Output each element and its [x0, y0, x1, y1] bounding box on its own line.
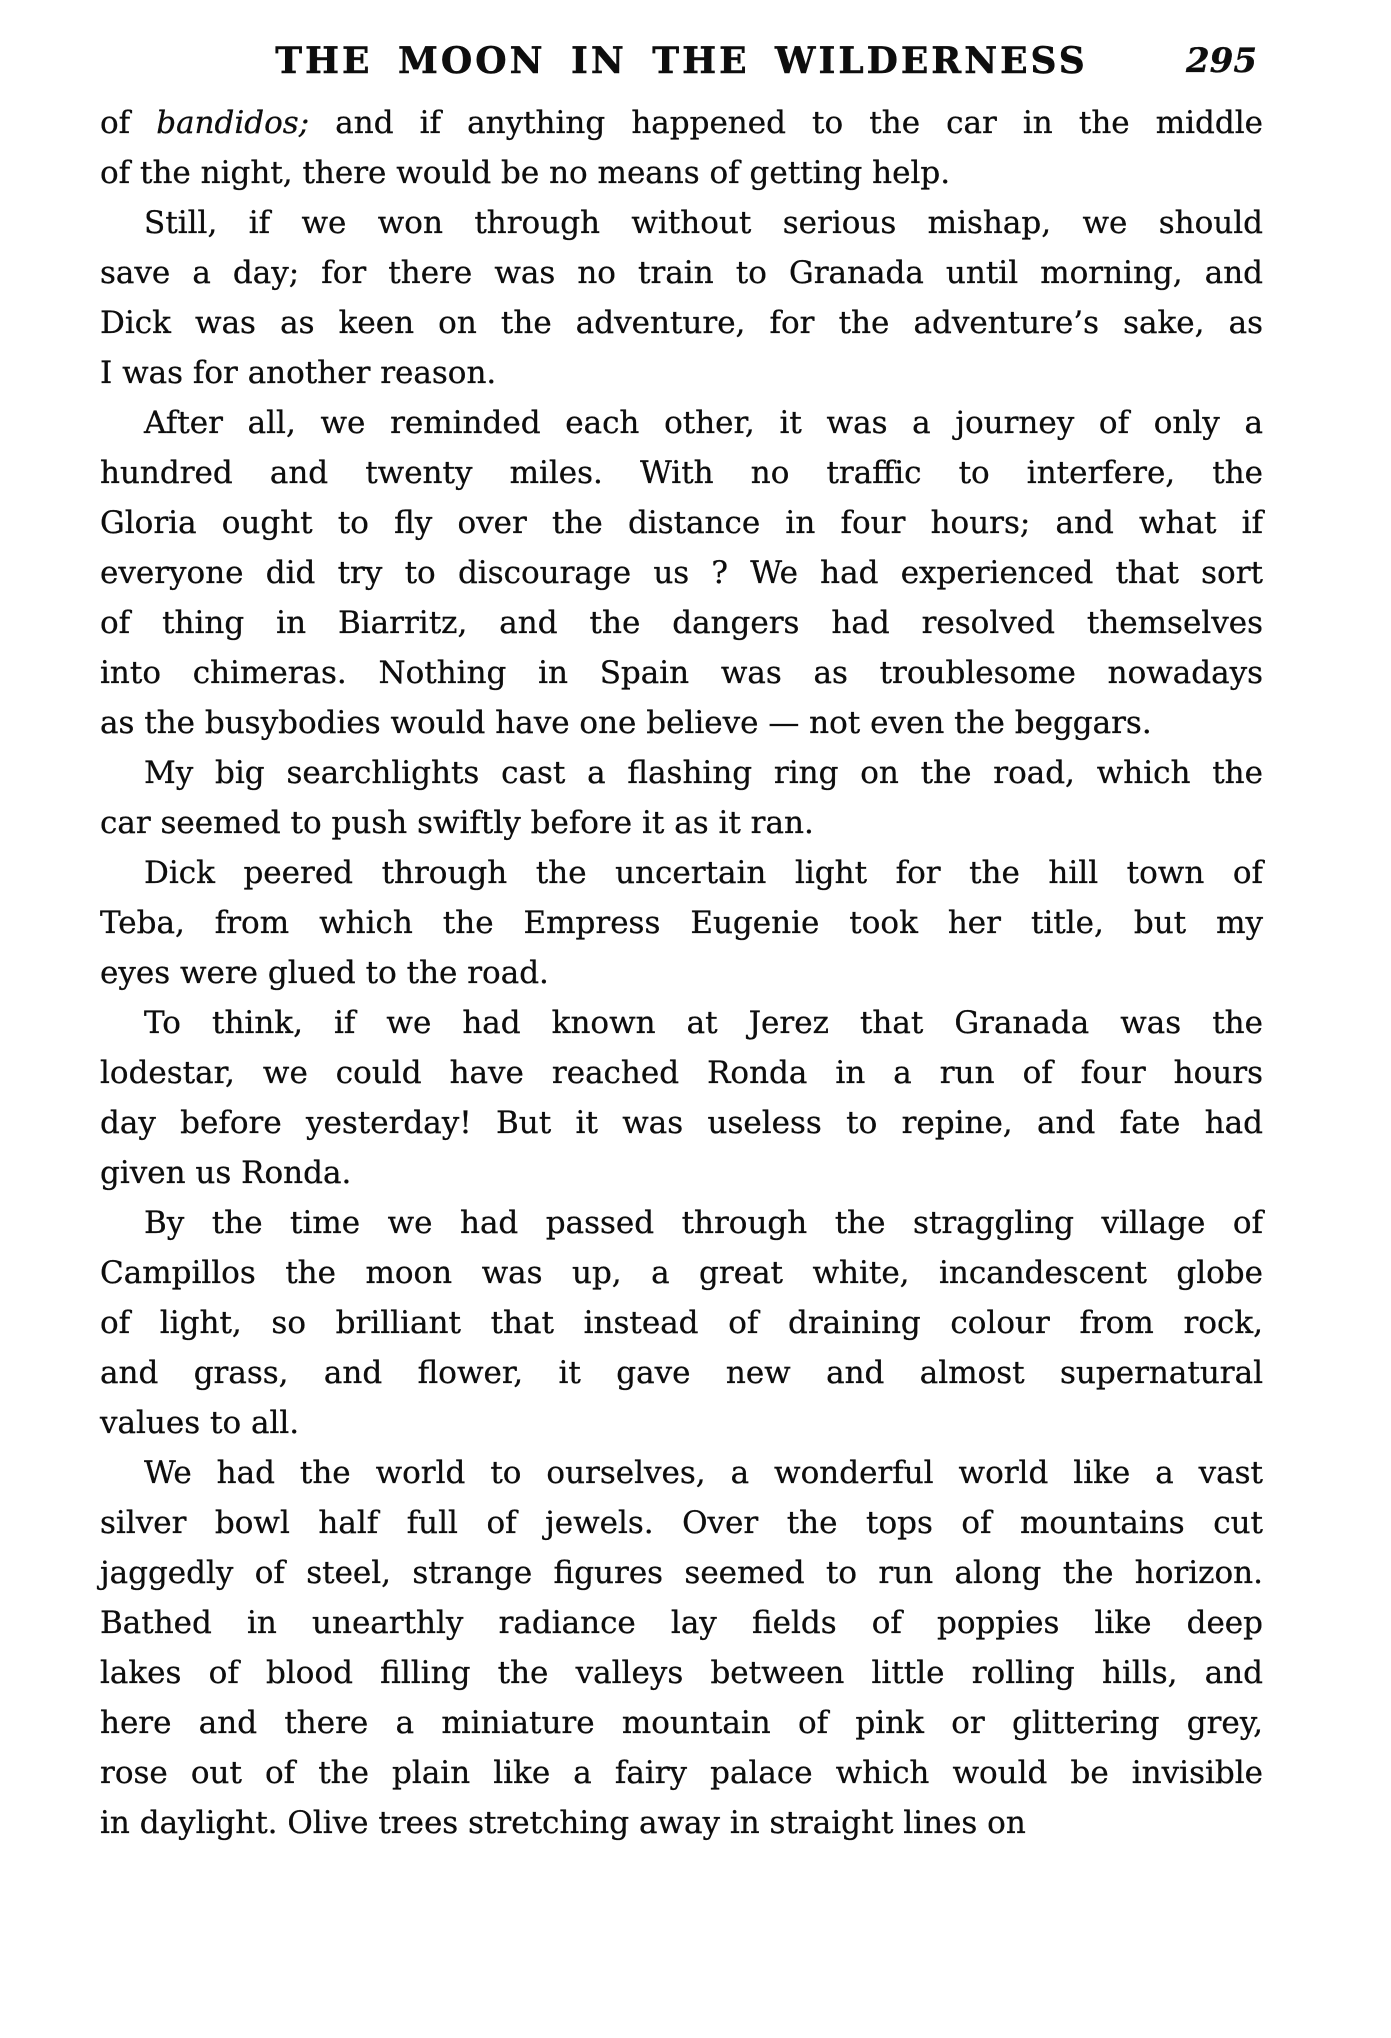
text-line: lodestar, we could have reached Ronda in a run of four hours	[100, 1055, 1263, 1091]
text-line: hundred and twenty miles. With no traffic to interfere, the	[100, 455, 1263, 491]
paragraph	[100, 398, 1263, 748]
paragraph	[100, 1448, 1263, 1848]
text-line: Bathed in unearthly radiance lay fields of poppies like deep	[100, 1605, 1263, 1641]
text-line: as the busybodies would have one believe — not even the beggars.	[100, 705, 1152, 741]
text-line: day before yesterday! But it was useless to repine, and fate had	[100, 1105, 1263, 1141]
text-line: After all, we reminded each other, it was a journey of only a	[144, 405, 1263, 441]
text-line: Gloria ought to fly over the distance in four hours; and what if	[100, 505, 1263, 541]
text-line: I was for another reason.	[100, 355, 497, 391]
paragraph	[100, 998, 1263, 1198]
paragraph	[100, 98, 1263, 198]
text-line: rose out of the plain like a fairy palace which would be invisible	[100, 1755, 1263, 1791]
text-line: given us Ronda.	[100, 1155, 352, 1191]
text-line: in daylight. Olive trees stretching away in straight lines on	[100, 1805, 1026, 1841]
italic-text: bandidos;	[156, 105, 310, 141]
text-line: into chimeras. Nothing in Spain was as troublesome nowadays	[100, 655, 1263, 691]
text-line: and grass, and flower, it gave new and almost supernatural	[100, 1355, 1263, 1391]
text-line: My big searchlights cast a flashing ring on the road, which the	[144, 755, 1263, 791]
text-line: silver bowl half full of jewels. Over the tops of mountains cut	[100, 1505, 1263, 1541]
text-segment: of	[100, 105, 157, 141]
text-line: Teba, from which the Empress Eugenie took her title, but my	[100, 905, 1263, 941]
text-line: of the night, there would be no means of getting help.	[100, 155, 951, 191]
text-line: lakes of blood filling the valleys between little rolling hills, and	[100, 1655, 1263, 1691]
text-line: Dick peered through the uncertain light for the hill town of	[144, 855, 1263, 891]
text-line: everyone did try to discourage us ? We had experienced that sort	[100, 555, 1263, 591]
text-line: By the time we had passed through the straggling village of	[144, 1205, 1263, 1241]
text-line: save a day; for there was no train to Granada until morning, and	[100, 255, 1263, 291]
text-line: values to all.	[100, 1405, 300, 1441]
paragraph	[100, 1198, 1263, 1448]
page-body	[100, 98, 1263, 1848]
text-line: eyes were glued to the road.	[100, 955, 549, 991]
text-line: Dick was as keen on the adventure, for the adventure’s sake, as	[100, 305, 1263, 341]
text-line: of thing in Biarritz, and the dangers had resolved themselves	[100, 605, 1263, 641]
text-line: here and there a miniature mountain of pink or glittering grey,	[100, 1705, 1263, 1741]
text-line: We had the world to ourselves, a wonderful world like a vast	[144, 1455, 1263, 1491]
text-line: of light, so brilliant that instead of draining colour from rock,	[100, 1305, 1263, 1341]
text-line: Still, if we won through without serious mishap, we should	[144, 205, 1263, 241]
paragraph	[100, 198, 1263, 398]
text-line: To think, if we had known at Jerez that Granada was the	[144, 1005, 1263, 1041]
text-line: Campillos the moon was up, a great white, incandescent globe	[100, 1255, 1263, 1291]
page-number: 295	[1186, 41, 1257, 81]
page-header	[100, 40, 1263, 82]
running-title: THE MOON IN THE WILDERNESS	[275, 40, 1088, 82]
paragraph	[100, 748, 1263, 848]
text-line: car seemed to push swiftly before it as it ran.	[100, 805, 814, 841]
text-segment: and if anything happened to the car in the middle	[309, 105, 1263, 141]
text-line: jaggedly of steel, strange figures seemed to run along the horizon.	[100, 1555, 1263, 1591]
paragraph	[100, 848, 1263, 998]
text-line	[100, 98, 1263, 148]
